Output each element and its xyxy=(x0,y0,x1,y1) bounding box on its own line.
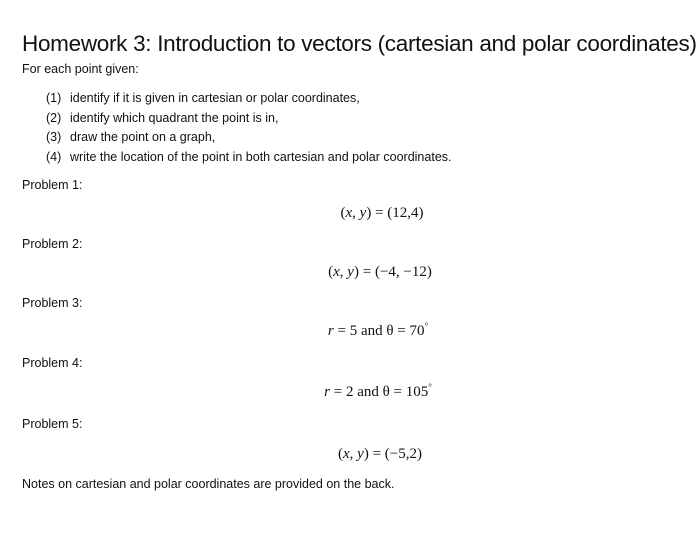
problem-2-equation: (x, y) = (−4, −12) xyxy=(328,264,432,280)
instruction-number: (4) xyxy=(46,149,62,164)
instruction-text: write the location of the point in both cartesian and polar coordinates. xyxy=(70,149,452,164)
problem-1-equation: (x, y) = (12,4) xyxy=(340,205,424,221)
problem-3-label: Problem 3: xyxy=(22,296,83,310)
instruction-text: identify if it is given in cartesian or polar coordinates, xyxy=(70,91,360,105)
eq-r-value: 2 xyxy=(345,384,354,400)
problem-2-label: Problem 2: xyxy=(22,237,83,251)
eq-theta-value: 105 xyxy=(405,384,429,400)
notes-text: Notes on cartesian and polar coordinates are provided on the back. xyxy=(22,477,395,491)
eq-var-y: y xyxy=(357,446,364,462)
instruction-item xyxy=(46,148,452,168)
instruction-list xyxy=(46,89,452,167)
eq-value: (−5,2) xyxy=(384,446,423,462)
eq-theta-value: 70 xyxy=(409,323,425,339)
eq-var-x: x xyxy=(345,205,353,221)
degree-symbol: ° xyxy=(428,382,432,392)
problem-4-label: Problem 4: xyxy=(22,356,83,370)
instruction-number: (1) xyxy=(46,91,62,105)
eq-r-value: 5 xyxy=(349,323,358,339)
instruction-text: identify which quadrant the point is in, xyxy=(70,110,279,125)
degree-symbol: ° xyxy=(424,321,429,331)
eq-var-x: x xyxy=(333,264,340,280)
eq-var-y: y xyxy=(359,205,367,221)
instruction-item xyxy=(46,128,452,148)
instruction-item xyxy=(46,109,452,129)
page-title: Homework 3: Introduction to vectors (cartesian and polar coordinates) xyxy=(22,31,697,56)
problem-5-equation: (x, y) = (−5,2) xyxy=(337,446,423,462)
problem-1-label: Problem 1: xyxy=(22,178,83,192)
eq-var-y: y xyxy=(347,264,354,280)
eq-var-x: x xyxy=(342,446,350,462)
instruction-number: (2) xyxy=(46,110,62,125)
eq-value: (−4, −12) xyxy=(374,264,432,280)
problem-4-equation: r = 2 and θ = 105° xyxy=(324,382,432,400)
eq-and: and xyxy=(357,384,379,400)
instruction-item xyxy=(46,89,452,109)
problem-5-label: Problem 5: xyxy=(22,417,83,431)
problem-3-equation: r = 5 and θ = 70° xyxy=(327,321,429,339)
instruction-number: (3) xyxy=(46,130,62,144)
instruction-text: draw the point on a graph, xyxy=(70,130,216,144)
eq-and: and xyxy=(360,323,383,339)
eq-value: (12,4) xyxy=(387,205,424,221)
intro-text: For each point given: xyxy=(22,62,139,76)
